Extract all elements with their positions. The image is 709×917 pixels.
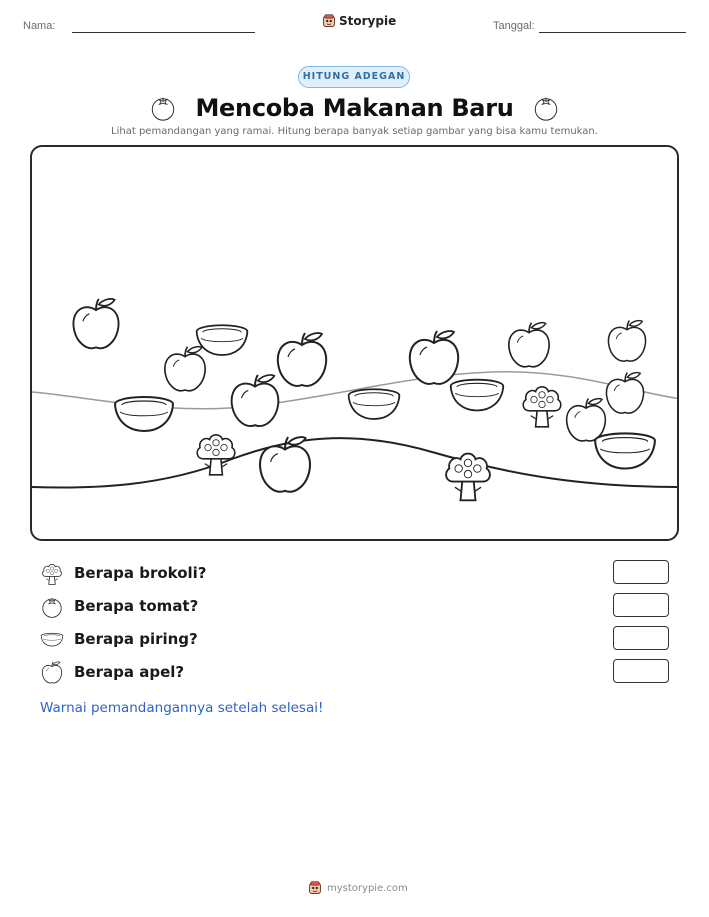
storypie-logo-icon	[308, 880, 322, 896]
question-text: Berapa brokoli?	[74, 564, 207, 582]
apple-icon[interactable]	[232, 375, 279, 426]
apple-icon[interactable]	[278, 333, 326, 386]
question-row	[40, 628, 670, 654]
tomato-icon	[149, 94, 177, 122]
answer-box[interactable]	[613, 626, 669, 650]
question-text: Berapa apel?	[74, 663, 185, 681]
apple-icon[interactable]	[509, 323, 549, 367]
bowl-icon[interactable]	[451, 380, 504, 411]
question-row	[40, 661, 670, 687]
question-text: Berapa piring?	[74, 630, 198, 648]
bowl-icon[interactable]	[595, 433, 655, 468]
apple-icon[interactable]	[410, 331, 458, 384]
bowl-icon[interactable]	[197, 325, 248, 355]
answer-box[interactable]	[613, 560, 669, 584]
footer-brand	[308, 880, 408, 896]
date-label: Tanggal:	[493, 20, 535, 32]
coloring-note: Warnai pemandangannya setelah selesai!	[40, 700, 324, 716]
broccoli-icon	[40, 562, 64, 586]
counting-scene	[30, 145, 679, 541]
apple-icon[interactable]	[606, 373, 643, 414]
broccoli-icon[interactable]	[446, 454, 490, 501]
brand-name: Storypie	[339, 14, 397, 28]
apple-icon[interactable]	[608, 321, 645, 362]
date-field[interactable]	[539, 32, 686, 33]
page-title: Mencoba Makanan Baru	[195, 94, 514, 122]
tomato-icon	[40, 595, 64, 619]
apple-icon[interactable]	[567, 399, 606, 441]
apple-icon	[40, 661, 64, 685]
brand-logo	[322, 13, 396, 29]
bowl-icon[interactable]	[349, 389, 400, 419]
tomato-icon	[532, 94, 560, 122]
apple-icon[interactable]	[165, 347, 205, 391]
name-label: Nama:	[23, 20, 56, 32]
plate-icon	[40, 628, 64, 652]
question-text: Berapa tomat?	[74, 597, 199, 615]
footer-site: mystorypie.com	[327, 882, 408, 894]
activity-badge: HITUNG ADEGAN	[298, 66, 410, 88]
broccoli-icon[interactable]	[523, 387, 561, 427]
scene-table-line	[32, 438, 679, 487]
apple-icon[interactable]	[260, 437, 310, 492]
answer-box[interactable]	[613, 593, 669, 617]
question-row	[40, 562, 670, 588]
answer-box[interactable]	[613, 659, 669, 683]
bowl-icon[interactable]	[115, 397, 173, 431]
name-field[interactable]	[72, 32, 255, 33]
storypie-logo-icon	[322, 13, 336, 29]
scene-illustration	[32, 147, 679, 541]
question-row	[40, 595, 670, 621]
apple-icon[interactable]	[73, 299, 118, 348]
title-row	[0, 91, 709, 125]
instructions: Lihat pemandangan yang ramai. Hitung berapa banyak setiap gambar yang bisa kamu temukan.	[111, 126, 598, 137]
